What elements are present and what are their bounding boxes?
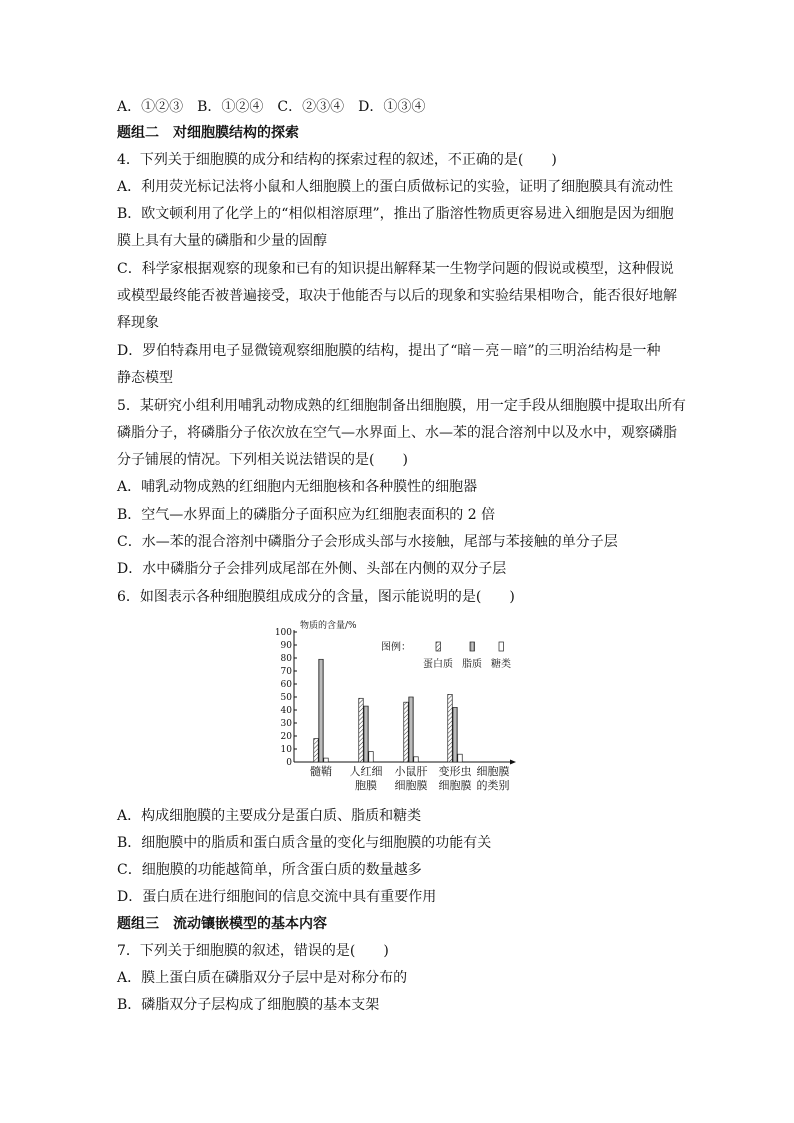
text-line: 释现象	[117, 315, 159, 331]
bar	[448, 694, 453, 762]
bar	[369, 752, 374, 762]
text-line: C．细胞膜的功能越简单，所含蛋白质的数量越多	[117, 862, 422, 878]
text-line: 磷脂分子，将磷脂分子依次放在空气—水界面上、水—苯的混合溶剂中以及水中，观察磷脂	[117, 425, 677, 441]
text-line: B．空气—水界面上的磷脂分子面积应为红细胞表面积的 2 倍	[117, 507, 496, 523]
x-axis-label: 的类别	[476, 779, 510, 792]
y-tick-label: 70	[280, 667, 292, 677]
section-heading: 题组二 对细胞膜结构的探索	[117, 125, 299, 141]
text-line: A．利用荧光标记法将小鼠和人细胞膜上的蛋白质做标记的实验，证明了细胞膜具有流动性	[117, 179, 674, 195]
text-line: B．细胞膜中的脂质和蛋白质含量的变化与细胞膜的功能有关	[117, 835, 492, 851]
y-tick-label: 60	[280, 680, 292, 690]
text-line: 或模型最终能否被普遍接受，取决于他能否与以后的现象和实验结果相吻合，能否很好地解	[117, 288, 677, 304]
text-line: C．水—苯的混合溶剂中磷脂分子会形成头部与水接触，尾部与苯接触的单分子层	[117, 534, 618, 550]
text-line: B．欧文顿利用了化学上的“相似相溶原理”，推出了脂溶性物质更容易进入细胞是因为细胞	[117, 206, 674, 222]
y-tick-label: 50	[280, 693, 292, 703]
text-line: 6．如图表示各种细胞膜组成成分的含量，图示能说明的是( )	[117, 589, 515, 605]
bar	[359, 698, 364, 762]
bar	[314, 739, 319, 762]
text-line: D．罗伯特森用电子显微镜观察细胞膜的结构，提出了“暗－亮－暗”的三明治结构是一种	[117, 343, 661, 359]
category-label: 小鼠肝	[394, 765, 428, 778]
bar	[319, 659, 324, 762]
section-heading: 题组三 流动镶嵌模型的基本内容	[117, 916, 327, 932]
legend-label: 蛋白质	[423, 659, 453, 670]
x-axis-arrow	[510, 760, 516, 765]
y-tick-label: 40	[280, 706, 292, 716]
text-line: D．蛋白质在进行细胞间的信息交流中具有重要作用	[117, 889, 437, 905]
bar	[409, 697, 414, 762]
category-label: 细胞膜	[394, 779, 428, 792]
text-line: C．科学家根据观察的现象和已有的知识提出解释某一生物学问题的假说或模型，这种假说	[117, 261, 674, 277]
category-label: 细胞膜	[438, 779, 472, 792]
y-tick-label: 0	[286, 758, 292, 768]
legend-swatch	[499, 642, 504, 651]
text-line: 7．下列关于细胞膜的叙述，错误的是( )	[117, 943, 389, 959]
legend-title: 图例：	[381, 642, 411, 653]
text-line: A．①②③ B．①②④ C．②③④ D．①③④	[117, 99, 426, 115]
bar	[364, 706, 369, 762]
text-line: A．膜上蛋白质在磷脂双分子层中是对称分布的	[117, 970, 408, 986]
legend-label: 糖类	[491, 659, 511, 670]
text-line: A．构成细胞膜的主要成分是蛋白质、脂质和糖类	[117, 808, 422, 824]
category-label: 变形虫	[438, 765, 472, 778]
text-line: B．磷脂双分子层构成了细胞膜的基本支架	[117, 997, 380, 1013]
text-line: 分子铺展的情况。下列相关说法错误的是( )	[117, 452, 408, 468]
y-tick-label: 90	[280, 641, 292, 651]
y-tick-label: 100	[274, 628, 292, 638]
legend-label: 脂质	[462, 659, 482, 670]
text-line: D．水中磷脂分子会排列成尾部在外侧、头部在内侧的双分子层	[117, 561, 507, 577]
y-tick-label: 80	[280, 654, 292, 664]
category-label: 胞膜	[355, 779, 377, 792]
text-line: 4．下列关于细胞膜的成分和结构的探索过程的叙述，不正确的是( )	[117, 152, 557, 168]
y-tick-label: 10	[280, 745, 292, 755]
text-line: A．哺乳动物成熟的红细胞内无细胞核和各种膜性的细胞器	[117, 479, 478, 495]
x-axis-label: 细胞膜	[476, 765, 510, 778]
category-label: 人红细	[349, 765, 383, 778]
text-line: 膜上具有大量的磷脂和少量的固醇	[117, 233, 327, 249]
text-line: 5．某研究小组利用哺乳动物成熟的红细胞制备出细胞膜，用一定手段从细胞膜中提取出所有	[117, 398, 686, 414]
bar	[324, 758, 329, 762]
y-tick-label: 20	[280, 732, 292, 742]
category-label: 髓鞘	[310, 765, 332, 778]
y-tick-label: 30	[280, 719, 292, 729]
membrane-composition-chart	[268, 616, 518, 800]
bar	[458, 754, 463, 762]
legend-swatch	[470, 642, 475, 651]
bar	[404, 702, 409, 762]
bar	[453, 707, 458, 762]
text-line: 静态模型	[117, 370, 173, 386]
legend-swatch	[436, 642, 441, 651]
bar	[414, 757, 419, 762]
y-axis-label: 物质的含量/%	[300, 621, 357, 631]
